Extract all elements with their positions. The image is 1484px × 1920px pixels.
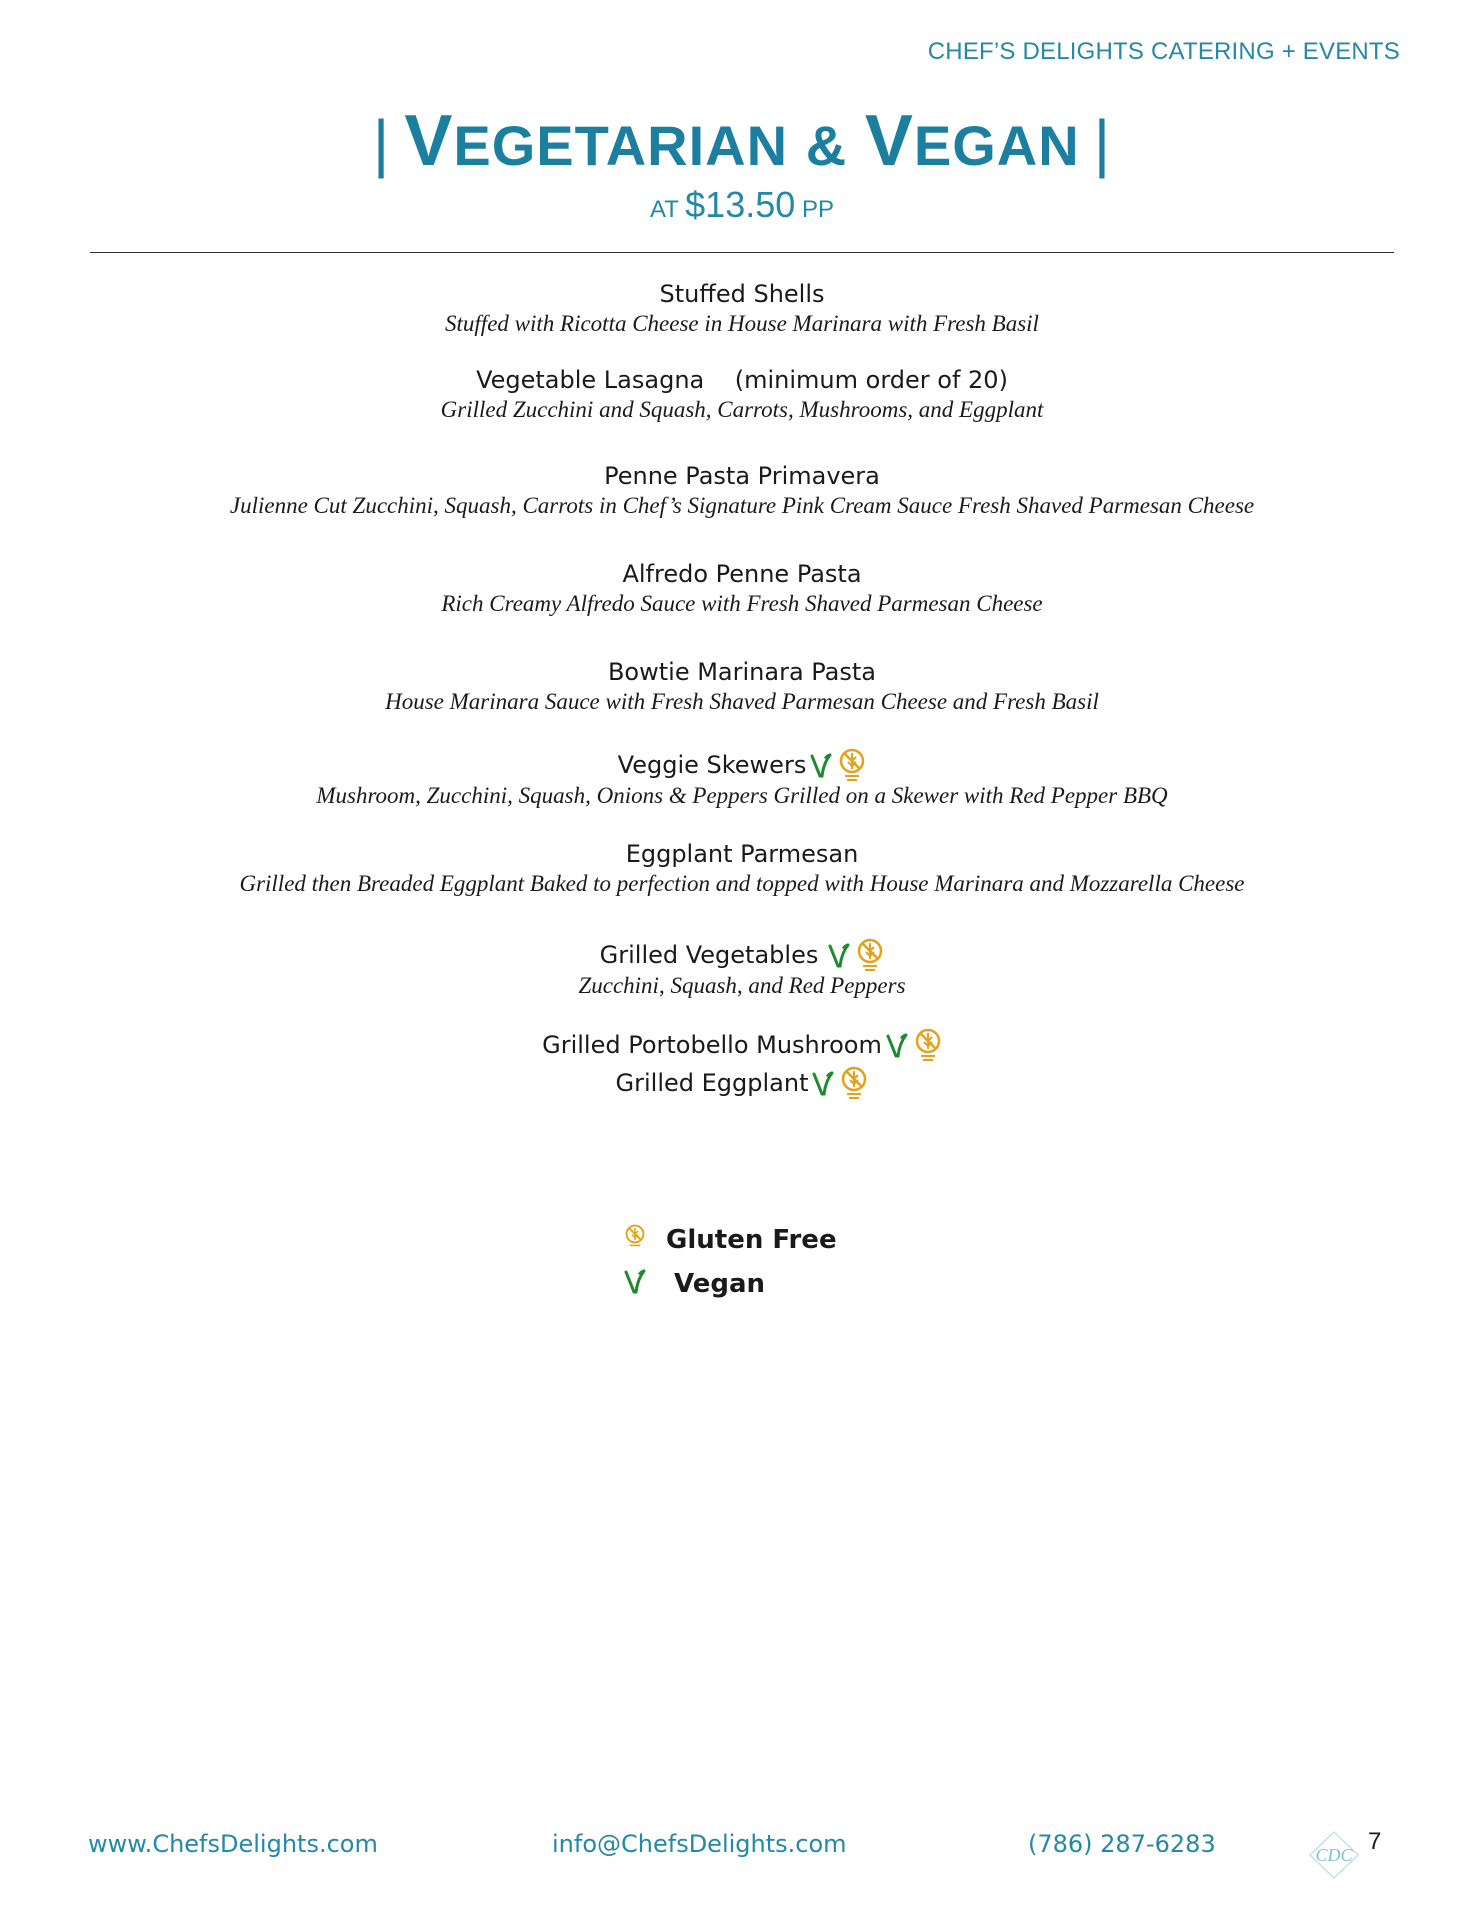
item-description: Julienne Cut Zucchini, Squash, Carrots in Chef’s Signature Pink Cream Sauce Fresh Shaved Parmesan Cheese (229, 493, 1255, 518)
menu-item (0, 558, 1484, 618)
legend-gluten-free (624, 1218, 837, 1262)
menu-list (0, 278, 1484, 1100)
gluten-free-icon (838, 748, 866, 782)
page-title (0, 100, 1484, 182)
vegan-leaf-icon (812, 1070, 834, 1096)
menu-item (0, 278, 1484, 338)
cdc-logo (1306, 1830, 1362, 1880)
item-description: Zucchini, Squash, and Red Peppers (578, 973, 906, 998)
menu-item (0, 938, 1484, 1000)
page-footer (0, 1830, 1484, 1870)
title-ampersand: & (805, 114, 848, 177)
item-name: Veggie Skewers (617, 751, 807, 779)
item-name: Eggplant Parmesan (625, 840, 859, 868)
title-bar-left: | (372, 107, 391, 179)
menu-item (0, 460, 1484, 520)
price-line (0, 184, 1484, 226)
title-initial-v: V (404, 101, 454, 181)
vegan-leaf-icon (810, 752, 832, 778)
gluten-free-icon (914, 1028, 942, 1062)
title-word-vegetarian: EGETARIAN (453, 114, 789, 177)
item-name: Alfredo Penne Pasta (622, 560, 862, 588)
header-divider (90, 252, 1394, 253)
title-bar-right: | (1093, 107, 1112, 179)
gluten-free-icon (840, 1066, 868, 1100)
item-name: Grilled Eggplant (615, 1069, 809, 1097)
item-description: Grilled Zucchini and Squash, Carrots, Mushrooms, and Eggplant (440, 397, 1044, 422)
item-name: Grilled Portobello Mushroom (542, 1031, 882, 1059)
menu-item (0, 364, 1484, 424)
item-description: House Marinara Sauce with Fresh Shaved Parmesan Cheese and Fresh Basil (385, 689, 1099, 714)
page-number: 7 (1368, 1828, 1382, 1855)
menu-item (0, 838, 1484, 898)
vegan-leaf-icon (828, 942, 850, 968)
item-name: Vegetable Lasagna (minimum order of 20) (476, 366, 1008, 394)
item-name: Penne Pasta Primavera (604, 462, 880, 490)
legend-label: Vegan (674, 1269, 765, 1299)
logo-text: CDC (1315, 1845, 1353, 1865)
brand-name: CHEF’S DELIGHTS CATERING + EVENTS (927, 38, 1400, 65)
price-prefix: AT (650, 196, 679, 223)
title-initial-v2: V (864, 101, 914, 181)
menu-item (0, 748, 1484, 810)
item-name: Stuffed Shells (659, 280, 825, 308)
item-description: Grilled then Breaded Eggplant Baked to perfection and topped with House Marinara and Mozzarella Cheese (239, 871, 1245, 896)
gluten-free-icon (856, 938, 884, 972)
legend-label: Gluten Free (666, 1225, 837, 1255)
footer-phone: (786) 287-6283 (1028, 1830, 1216, 1858)
item-description: Stuffed with Ricotta Cheese in House Marinara with Fresh Basil (445, 311, 1039, 336)
menu-item (0, 656, 1484, 716)
footer-email-link[interactable]: info@ChefsDelights.com (552, 1830, 847, 1858)
menu-item (0, 1028, 1484, 1062)
icon-legend (624, 1218, 837, 1306)
item-description: Mushroom, Zucchini, Squash, Onions & Peppers Grilled on a Skewer with Red Pepper BBQ (316, 783, 1168, 808)
item-name: Grilled Vegetables (599, 941, 819, 969)
legend-vegan (624, 1262, 837, 1306)
title-word-vegan: EGAN (913, 114, 1080, 177)
vegan-leaf-icon (624, 1268, 646, 1301)
footer-website-link[interactable]: www.ChefsDelights.com (88, 1830, 378, 1858)
gluten-free-icon (624, 1224, 646, 1257)
vegan-leaf-icon (886, 1032, 908, 1058)
item-name: Bowtie Marinara Pasta (607, 658, 877, 686)
menu-item (0, 1066, 1484, 1100)
price-amount: $13.50 (685, 184, 796, 225)
price-suffix: PP (801, 196, 834, 223)
item-description: Rich Creamy Alfredo Sauce with Fresh Shaved Parmesan Cheese (441, 591, 1043, 616)
